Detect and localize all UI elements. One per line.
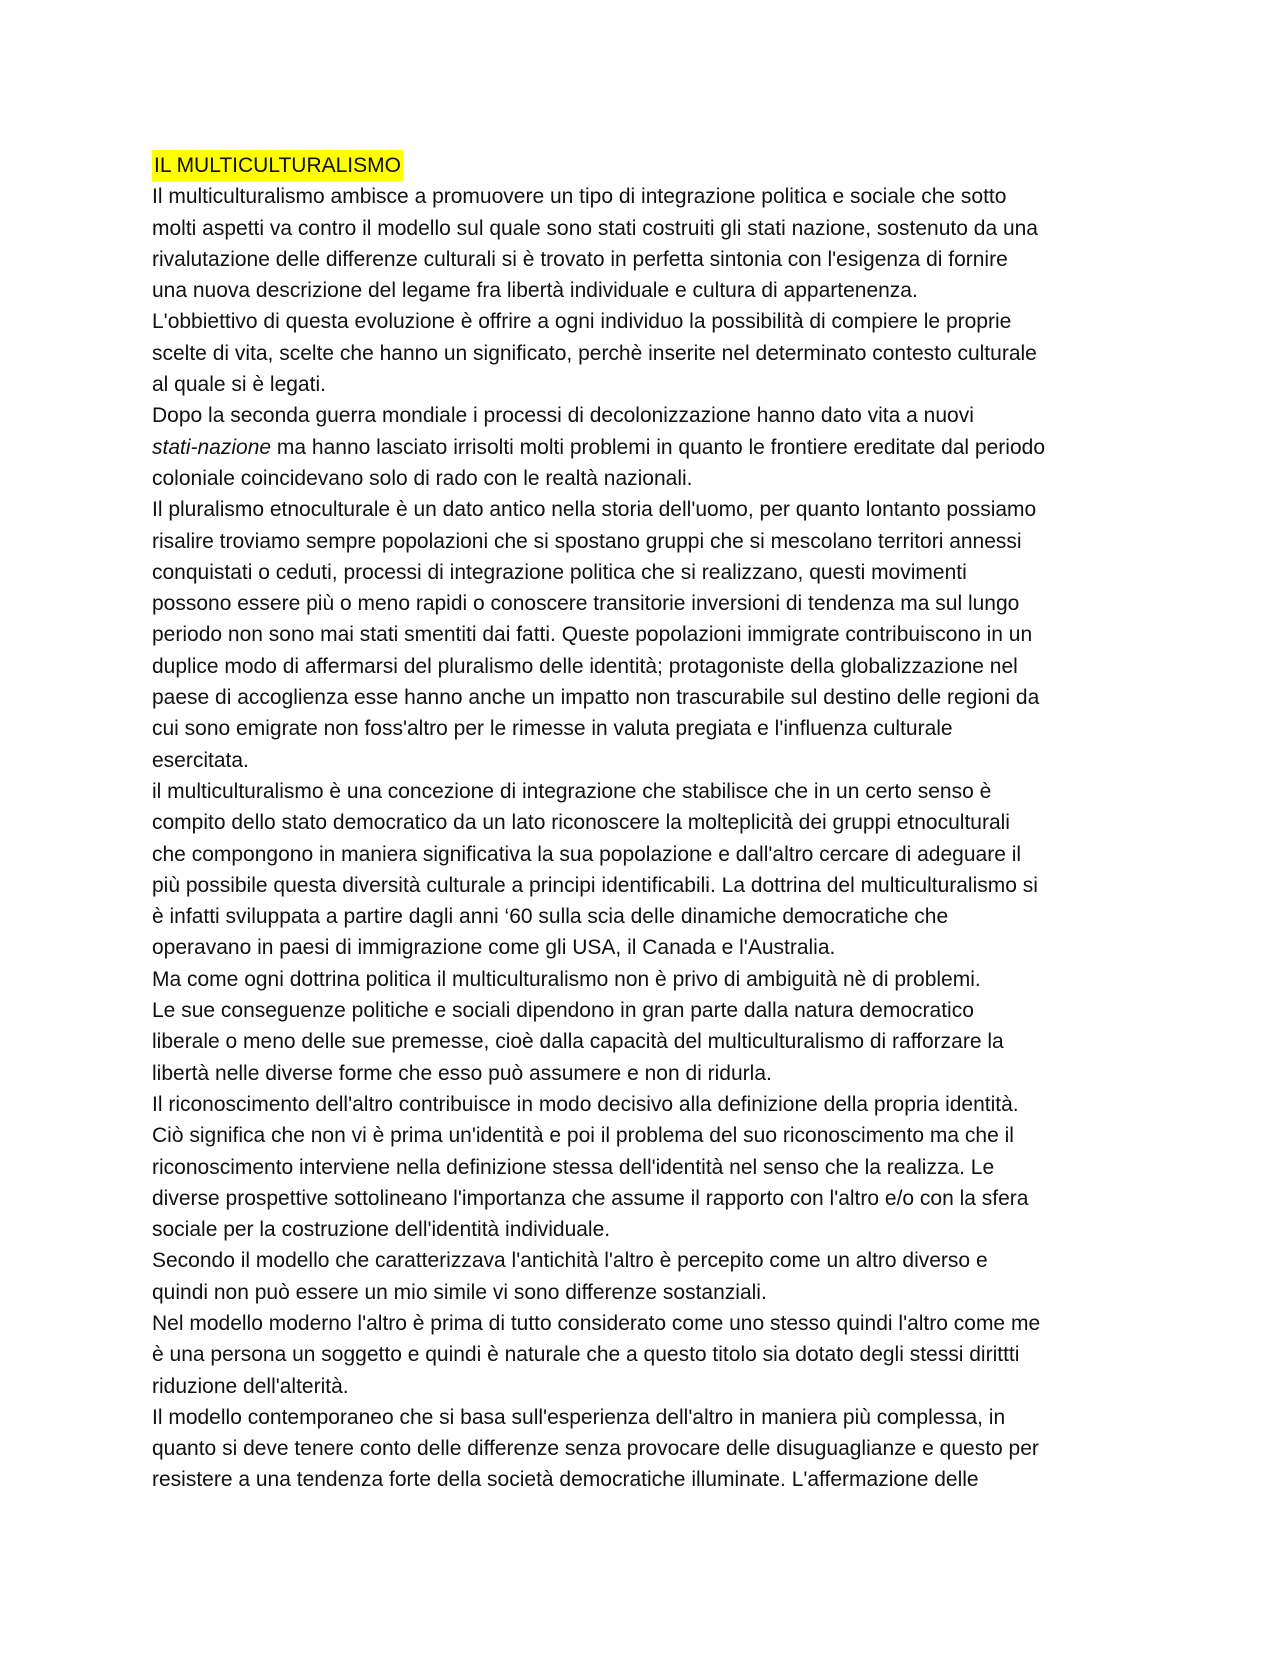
text-line: Ciò significa che non vi è prima un'identità e poi il problema del suo riconoscimento ma che il xyxy=(152,1124,1014,1148)
text-fragment: ma hanno lasciato irrisolti molti problemi in quanto le frontiere ereditate dal periodo xyxy=(271,435,1045,459)
text-line: compito dello stato democratico da un lato riconoscere la molteplicità dei gruppi etnoculturali xyxy=(152,811,1010,835)
text-line: cui sono emigrate non foss'altro per le rimesse in valuta pregiata e l'influenza culturale xyxy=(152,717,953,741)
paragraph-integration xyxy=(152,776,1152,964)
text-line: Nel modello moderno l'altro è prima di tutto considerato come uno stesso quindi l'altro come me xyxy=(152,1311,1041,1335)
text-line: L'obbiettivo di questa evoluzione è offrire a ogni individuo la possibilità di compiere le proprie xyxy=(152,310,1012,334)
text-line: operavano in paesi di immigrazione come gli USA, il Canada e l'Australia. xyxy=(152,936,836,960)
text-line: esercitata. xyxy=(152,748,249,772)
text-line: quindi non può essere un mio simile vi sono differenze sostanziali. xyxy=(152,1280,767,1304)
text-line: è infatti sviluppata a partire dagli anni ‘60 sulla scia delle dinamiche democratiche che xyxy=(152,905,949,929)
text-line: riconoscimento interviene nella definizione stessa dell'identità nel senso che la realizza. Le xyxy=(152,1155,995,1179)
paragraph-consequences xyxy=(152,995,1152,1089)
text-line: coloniale coincidevano solo di rado con le realtà nazionali. xyxy=(152,466,693,490)
text-line: scelte di vita, scelte che hanno un significato, perchè inserite nel determinato contesto culturale xyxy=(152,341,1037,365)
italic-term: stati-nazione xyxy=(152,435,272,459)
text-line: Le sue conseguenze politiche e sociali dipendono in gran parte dalla natura democratico xyxy=(152,999,974,1023)
text-line: quanto si deve tenere conto delle differenze senza provocare delle disuguaglianze e questo per xyxy=(152,1437,1039,1461)
text-line: è una persona un soggetto e quindi è naturale che a questo titolo sia dotato degli stessi dirittti xyxy=(152,1343,1020,1367)
text-line-mixed xyxy=(152,432,1152,463)
text-line: che compongono in maniera significativa la sua popolazione e dall'altro cercare di adeguare il xyxy=(152,842,1022,866)
text-line: molti aspetti va contro il modello sul quale sono stati costruiti gli stati nazione, sostenuto da una xyxy=(152,216,1038,240)
text-line: Ma come ogni dottrina politica il multiculturalismo non è privo di ambiguità nè di problemi. xyxy=(152,967,981,991)
document-body xyxy=(152,150,1152,1496)
text-line: una nuova descrizione del legame fra libertà individuale e cultura di appartenenza. xyxy=(152,279,918,303)
text-line: risalire troviamo sempre popolazioni che si spostano gruppi che si mescolano territori annessi xyxy=(152,529,1022,553)
paragraph-ancient-model xyxy=(152,1245,1152,1308)
paragraph-ambiguity xyxy=(152,964,1152,995)
text-line: Il riconoscimento dell'altro contribuisce in modo decisivo alla definizione della propria identità. xyxy=(152,1092,1019,1116)
text-line: Il multiculturalismo ambisce a promuovere un tipo di integrazione politica e sociale che sotto xyxy=(152,185,1007,209)
text-line: riduzione dell'alterità. xyxy=(152,1374,349,1398)
text-line: diverse prospettive sottolineano l'importanza che assume il rapporto con l'altro e/o con la sfera xyxy=(152,1186,1029,1210)
text-line: paese di accoglienza esse hanno anche un impatto non trascurabile sul destino delle regioni da xyxy=(152,686,1040,710)
text-line: possono essere più o meno rapidi o conoscere transitorie inversioni di tendenza ma sul lungo xyxy=(152,592,1020,616)
text-line: duplice modo di affermarsi del pluralismo delle identità; protagoniste della globalizzazione nel xyxy=(152,654,1018,678)
text-line: resistere a una tendenza forte della società democratiche illuminate. L'affermazione delle xyxy=(152,1468,979,1492)
text-line: rivalutazione delle differenze culturali si è trovato in perfetta sintonia con l'esigenza di fornire xyxy=(152,247,1008,271)
text-line: al quale si è legati. xyxy=(152,373,326,397)
text-line: più possibile questa diversità culturale a principi identificabili. La dottrina del multiculturalismo si xyxy=(152,873,1038,897)
paragraph-pluralism xyxy=(152,494,1152,776)
document-title: IL MULTICULTURALISMO xyxy=(152,150,403,181)
text-line: Il modello contemporaneo che si basa sull'esperienza dell'altro in maniera più complessa, in xyxy=(152,1405,1006,1429)
text-line: libertà nelle diverse forme che esso può assumere e non di ridurla. xyxy=(152,1061,772,1085)
text-line: il multiculturalismo è una concezione di integrazione che stabilisce che in un certo senso è xyxy=(152,779,992,803)
title-row xyxy=(152,150,1152,181)
text-line: liberale o meno delle sue premesse, cioè dalla capacità del multiculturalismo di rafforzare la xyxy=(152,1030,1004,1054)
text-line: Dopo la seconda guerra mondiale i processi di decolonizzazione hanno dato vita a nuovi xyxy=(152,404,974,428)
text-line: conquistati o ceduti, processi di integrazione politica che si realizzano, questi movimenti xyxy=(152,560,967,584)
text-line: Secondo il modello che caratterizzava l'antichità l'altro è percepito come un altro diverso e xyxy=(152,1249,988,1273)
text-line: sociale per la costruzione dell'identità individuale. xyxy=(152,1218,611,1242)
paragraph-intro xyxy=(152,181,1152,306)
text-line: Il pluralismo etnoculturale è un dato antico nella storia dell'uomo, per quanto lontanto possiamo xyxy=(152,498,1037,522)
paragraph-contemporary-model xyxy=(152,1402,1152,1496)
paragraph-objective xyxy=(152,306,1152,400)
text-line: periodo non sono mai stati smentiti dai fatti. Queste popolazioni immigrate contribuiscono in un xyxy=(152,623,1033,647)
paragraph-modern-model xyxy=(152,1308,1152,1402)
paragraph-decolonization xyxy=(152,400,1152,494)
paragraph-recognition xyxy=(152,1089,1152,1245)
